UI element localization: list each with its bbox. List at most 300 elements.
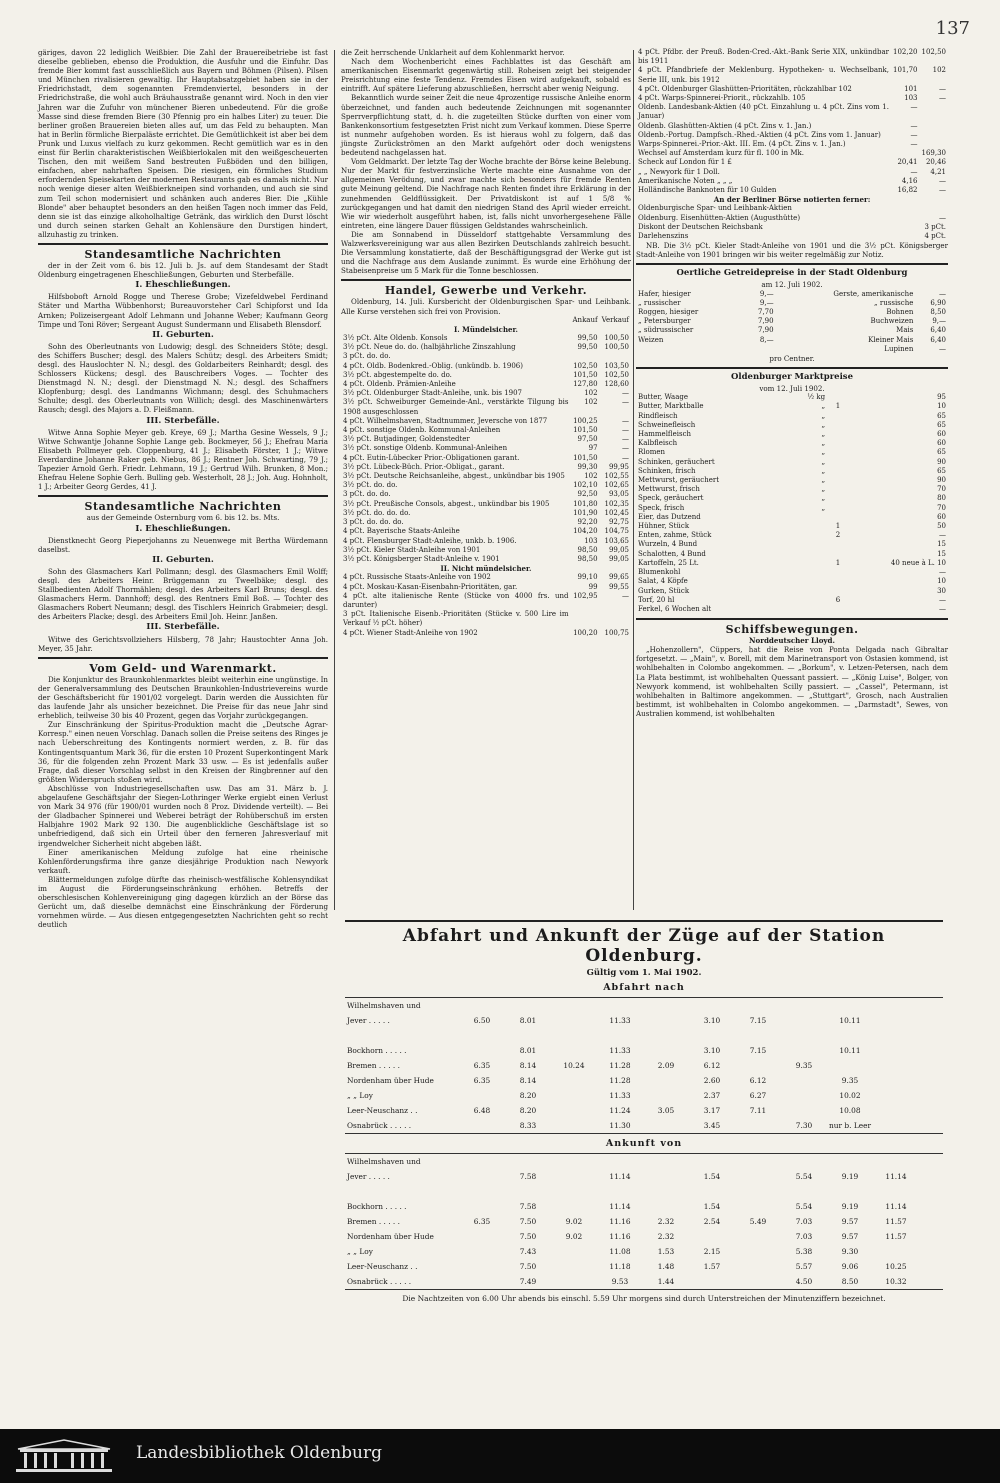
table-cell: 101,80 [573, 499, 598, 508]
table-cell: — [910, 167, 918, 176]
train-time: 8.14 [519, 1061, 537, 1070]
table-cell: 90 [937, 457, 946, 466]
table-header: Verkauf [601, 315, 629, 324]
table-row [341, 610, 631, 628]
station-label: Bockhorn . . . . . [347, 1202, 407, 1211]
schedule-row [345, 1043, 943, 1058]
train-time: 7.03 [795, 1217, 813, 1226]
table-cell: Kleiner Mais [868, 335, 914, 344]
train-time: 1.54 [703, 1202, 721, 1211]
table-cell [827, 568, 842, 577]
table-cell: 4 pCt. Flensburger Stadt-Anleihe, unkb. b. 1906. [343, 536, 517, 545]
table-cell: 100,50 [604, 343, 629, 352]
table-cell [827, 467, 842, 476]
train-time: 1.54 [703, 1172, 721, 1181]
grain-table [636, 290, 948, 354]
marriages-text: Hilfsboboft Arnold Rogge und Therese Grobe; Vizefeldwebel Ferdinand Stäter und Martha Wübbenhorst; Bureauvorsteher Carl Schipforst und Ida Arnken; Polizeisergeant Adolf Lehmann und Johanne Weber; Kaufmann Georg Timpe und Toni Röver; Sergeant August Sundermann und Elisabeth Blensdorf. [38, 292, 328, 329]
train-time: 10.11 [839, 1046, 861, 1055]
births-text: Sohn des Glasmachers Karl Pollmann; desgl. des Glasmachers Emil Wolff; desgl. des Arbeiters Heinr. Brüggemann zu Tweelbäke; desgl. des Stallbedienten Adolf Thormählen; desgl. des Arbeiters Karl Bruns; desgl. des Glasmachers Herm. Dannhoff; desgl. des Rentners Emil Boß. — Tochter des Glasmachers Robert Neumann; desgl. des Tischlers Heinrich Grabmeier; desgl. des Arbeiters Placke; desgl. des Arbeiters Emil Joh. Heinr. Janßen. [38, 566, 328, 622]
table-row [636, 485, 948, 494]
market-table [636, 393, 948, 614]
table-row [636, 140, 948, 149]
table-cell: 10 [937, 402, 946, 411]
table-cell [788, 522, 827, 531]
train-time: 1.53 [657, 1247, 675, 1256]
arrival-grid [345, 1153, 943, 1290]
table-cell [827, 448, 842, 457]
table-cell: 20,46 [925, 158, 946, 167]
train-time: 11.24 [609, 1106, 631, 1115]
table-cell: 101,50 [573, 426, 598, 435]
train-time: 10.02 [839, 1091, 861, 1100]
section-date: am 12. Juli 1902. [761, 280, 823, 290]
schedule-row [345, 1013, 943, 1028]
table-cell [827, 577, 842, 586]
table-cell: Torf, 20 hl [638, 595, 675, 604]
table-cell: 102 [584, 472, 598, 481]
table-cell: Kalbfleisch [638, 439, 678, 448]
table-cell: 99,10 [577, 573, 598, 582]
schedule-row [345, 1214, 943, 1229]
table-cell: 102,95 [573, 591, 598, 600]
table-cell: 99,65 [608, 573, 629, 582]
table-row [341, 490, 631, 499]
station-label: „ „ Loy [347, 1247, 373, 1256]
schedule-row [345, 1073, 943, 1088]
table-cell: 4 pCt. Pfdbr. der Preuß. Boden-Cred.-Akt.-Bank Serie XIX, unkündbar bis 1911 [638, 48, 889, 66]
table-cell: 92,50 [577, 490, 598, 499]
table-cell: 3½ pCt. Alte Oldenb. Konsols [343, 334, 448, 343]
station-label: Wilhelmshaven und [347, 1157, 421, 1166]
table-row [636, 168, 948, 177]
table-cell: — [939, 94, 946, 103]
table-row [636, 559, 948, 568]
train-time: 7.03 [795, 1232, 813, 1241]
schedule-row [345, 1154, 943, 1169]
table-cell: Hühner, Stück [638, 522, 690, 531]
column-middle [341, 48, 631, 638]
table-cell: 3½ pCt. Königsberger Stadt-Anleihe v. 1901 [343, 554, 500, 563]
train-time: 5.54 [795, 1202, 813, 1211]
table-cell: 50 [937, 522, 946, 531]
schedule-row [345, 1058, 943, 1073]
table-cell: 7,70 [757, 307, 774, 316]
train-time: 7.50 [519, 1232, 537, 1241]
train-time: 5.49 [749, 1217, 767, 1226]
table-cell: 102,20 [893, 48, 918, 56]
table-cell [920, 131, 949, 140]
subheading: I. Eheschließungen. [135, 280, 231, 291]
train-time: 3.45 [703, 1121, 721, 1130]
library-building-icon [14, 1439, 114, 1473]
table-cell: 4 pCt. Oldenb. Prämien-Anleihe [343, 380, 456, 389]
subheading: III. Sterbefälle. [146, 622, 220, 633]
table-cell: 4,16 [901, 176, 918, 185]
table-cell: 98,50 [577, 545, 598, 554]
table-cell [788, 568, 827, 577]
table-cell: — [910, 103, 918, 112]
table-cell: 3½ pCt. Oldenburger Stadt-Anleihe, unk. bis 1907 [343, 389, 522, 398]
divider [345, 920, 943, 922]
train-time: 9.06 [841, 1262, 859, 1271]
table-cell: Butter, Waage [638, 393, 689, 402]
table-footnote: pro Centner. [769, 353, 815, 363]
column-rule [633, 50, 634, 910]
table-cell: 3½ pCt. Schweiburger Gemeinde-Anl., verstärkte Tilgung bis 1908 ausgeschlossen [343, 398, 569, 416]
schedule-footnote: Die Nachtzeiten von 6.00 Uhr abends bis einschl. 5.59 Uhr morgens sind durch Unterstreichen der Minutenziffern bezeichnet. [402, 1294, 886, 1303]
table-cell: 103 [584, 536, 598, 545]
table-cell [571, 352, 600, 361]
table-cell: Mettwurst, geräuchert [638, 476, 720, 485]
deaths-text: Witwe des Gerichtsvollziehers Hilsberg, 78 Jahr; Haustochter Anna Joh. Meyer, 35 Jahr. [38, 634, 328, 653]
table-cell: „ [821, 494, 826, 503]
table-cell: 60 [937, 439, 946, 448]
table-cell: 99,95 [608, 462, 629, 471]
table-row [341, 546, 631, 555]
table-cell [788, 513, 827, 522]
train-time: 9.35 [795, 1061, 813, 1070]
table-cell: 127,80 [573, 380, 598, 389]
table-cell: 4 pCt. Oldenburger Glashütten-Prioritäten, rückzahlbar 102 [638, 84, 852, 93]
table-cell: 9,— [759, 289, 774, 298]
section-intro: aus der Gemeinde Osternburg vom 6. bis 12. bs. Mts. [86, 513, 280, 523]
train-time: 1.44 [657, 1277, 675, 1286]
table-cell [600, 610, 631, 628]
table-cell: Schinken, geräuchert [638, 457, 715, 466]
table-cell [920, 122, 949, 131]
train-time: 5.57 [795, 1262, 813, 1271]
station-label: Bremen . . . . . [347, 1061, 400, 1070]
table-row [341, 371, 631, 380]
article-text: Bekanntlich wurde seiner Zeit die neue 4prozentige russische Anleihe enorm überzeichnet, und fanden auch bedeutende Zeichnungen mit sogenannter Sperrverpflichtung statt, d. h. die zugeteilten Stücke durften von einer vom Bankenkonsortium festgesetzten Frist nicht zum Verkauf kommen. Diese Sperre ist nunmehr aufgehoben worden. Es ist hieraus wohl zu folgern, daß das jüngste Zurückströmen an den Markt aufgehört oder doch wenigstens bedeutend nachgelassen hat. [341, 93, 631, 158]
table-cell: 7,90 [757, 326, 774, 335]
table-cell: — [939, 186, 946, 195]
table-cell: — [622, 389, 629, 398]
table-cell: 102,35 [604, 499, 629, 508]
table-row [636, 605, 948, 614]
table-cell: 3½ pCt. do. do. do. [343, 508, 411, 517]
table-cell: — [622, 426, 629, 435]
table-row [341, 537, 631, 546]
table-header [341, 316, 571, 325]
table-cell: — [622, 453, 629, 462]
article-text: Vom Geldmarkt. Der letzte Tag der Woche brachte der Börse keine Belebung. Nur der Markt für festverzinsliche Werte machte eine Ausnahme von der allgemeinen Verödung, und zwar machte sich besonders für fremde Renten gute Meinung geltend. Die Nachfrage nach Renten findet ihre Erklärung in der zunehmenden Geldflüssigkeit. Der Privatdiskont ist auf 1 5/8 % zurückgegangen und hat damit den niedrigen Stand des April wieder erreicht. Wie wir wiederholt ausgeführt haben, ist, falls nicht unvorhergesehene Fälle eintreten, eine längere Dauer flüssigen Geldstandes wahrscheinlich. [341, 157, 631, 230]
train-time: 7.58 [519, 1202, 537, 1211]
price-table [636, 204, 948, 241]
column-rule [334, 50, 335, 910]
table-cell: 4 pCt. alte italienische Rente (Stücke von 4000 frs. und darunter) [343, 591, 569, 609]
divider [636, 618, 948, 620]
table-row [341, 518, 631, 527]
table-cell [788, 605, 827, 614]
table-row [341, 435, 631, 444]
train-time: 11.28 [609, 1076, 631, 1085]
table-row [636, 122, 948, 131]
table-row [636, 458, 948, 467]
table-subheading: I. Mündelsicher. [454, 324, 518, 334]
table-cell: Kartoffeln, 25 Lt. [638, 558, 699, 567]
divider [38, 243, 328, 245]
train-time: 3.05 [657, 1106, 675, 1115]
table-cell: 40 neue à L. 10 [890, 558, 946, 567]
library-footer [0, 1429, 1000, 1483]
table-cell: 100,25 [573, 416, 598, 425]
table-cell: 104,20 [573, 527, 598, 536]
table-cell: Hammelfleisch [638, 430, 692, 439]
table-cell: 3 pCt. do. do. [343, 352, 391, 361]
station-label: Wilhelmshaven und [347, 1001, 421, 1010]
train-time: 11.30 [609, 1121, 631, 1130]
table-cell: Salat, 4 Köpfe [638, 577, 688, 586]
column-right [636, 48, 948, 718]
table-cell: 101,70 [893, 66, 918, 75]
table-cell [788, 596, 827, 605]
schedule-row [345, 998, 943, 1013]
section-title: Standesamtliche Nachrichten [84, 247, 282, 261]
train-time: 2.54 [703, 1217, 721, 1226]
table-cell: 101,90 [573, 508, 598, 517]
table-cell: Wechsel auf Amsterdam kurz für fl. 100 in Mk. [638, 149, 804, 158]
table-cell: Buchweizen [870, 317, 914, 326]
train-time: 4.50 [795, 1277, 813, 1286]
section-title: Oertliche Getreidepreise in der Stadt Oldenburg [676, 268, 908, 279]
train-time: 8.33 [519, 1121, 537, 1130]
table-cell: 3½ pCt. abgestempelte do. do. [343, 370, 452, 379]
station-label: Osnabrück . . . . . [347, 1121, 412, 1130]
table-cell [788, 577, 827, 586]
table-cell: „ [821, 466, 826, 475]
table-cell: Rindfleisch [638, 411, 678, 420]
table-cell: Schinken, frisch [638, 466, 696, 475]
table-row [636, 402, 948, 411]
table-cell [788, 550, 827, 559]
train-time: 9.19 [841, 1172, 859, 1181]
train-time: 6.50 [473, 1016, 491, 1025]
table-cell [743, 345, 776, 354]
train-time: 7.30 [795, 1121, 813, 1130]
table-cell: 102,55 [604, 472, 629, 481]
station-label: Bockhorn . . . . . [347, 1046, 407, 1055]
table-cell [827, 393, 842, 402]
table-row [636, 430, 948, 439]
table-cell: — [622, 444, 629, 453]
table-row [636, 345, 948, 354]
train-time: 9.35 [841, 1076, 859, 1085]
marriages-text: Dienstknecht Georg Pieperjohanns zu Neuenwege mit Bertha Würdemann daselbst. [38, 535, 328, 554]
table-row [341, 463, 631, 472]
schedule-row [345, 1274, 943, 1289]
table-row [636, 131, 948, 140]
train-time: 8.01 [519, 1016, 537, 1025]
table-cell: 102,50 [921, 48, 946, 56]
table-cell: 65 [937, 448, 946, 457]
table-cell: 3 pCt. do. do. do. [343, 518, 404, 527]
table-cell: — [939, 176, 946, 185]
table-row [636, 531, 948, 540]
section-title: Handel, Gewerbe und Verkehr. [384, 284, 588, 298]
train-time: 8.01 [519, 1046, 537, 1055]
table-cell: 15 [937, 549, 946, 558]
train-time: 1.48 [657, 1262, 675, 1271]
table-cell: — [939, 531, 946, 540]
station-label: Bremen . . . . . [347, 1217, 400, 1226]
table-row [341, 417, 631, 426]
table-cell: 104,75 [604, 527, 629, 536]
table-row [636, 85, 948, 94]
table-cell: — [939, 213, 946, 222]
schedule-row [345, 1244, 943, 1259]
train-time: 6.12 [703, 1061, 721, 1070]
table-cell [827, 587, 842, 596]
table-cell: 9,— [932, 317, 946, 326]
market-text: Zur Einschränkung der Spiritus-Produktion macht die „Deutsche Agrar-Korresp." einen neuen Vorschlag. Danach sollen die Preise seitens des Ringes je nach Ueberschreitung des Kontingents normiert werden, z. B. für das Kontingentsquantum Mark 36, für die ersten 10 Prozent Superkontingent Mark 36, für die folgenden zehn Prozent Mark 33 usw. — Es ist jedenfalls außer Frage, daß dieser Vorschlag selbst in den Kreisen der Ringbrenner auf den größten Widerspruch stoßen wird. [38, 720, 328, 784]
table-cell: 92,20 [577, 518, 598, 527]
schedule-row [345, 1184, 943, 1199]
train-time: 2.15 [703, 1247, 721, 1256]
table-cell: 98,50 [577, 554, 598, 563]
table-cell: 103,50 [604, 361, 629, 370]
table-cell [827, 421, 842, 430]
table-row [636, 439, 948, 448]
deaths-text: Witwe Anna Sophie Meyer geb. Kreye, 69 J.; Martha Gesine Wessels, 9 J.; Witwe Schwantje Johanne Sophie Lange geb. Bockmeyer, 56 J.; Ehefrau Maria Elisabeth Pollmeyer geb. Cloppenburg, 41 J.; Elisabeth Förster, 1 J.; Witwe Everdardine Johanne Raker geb. Niebus, 86 J.; Rentner Joh. Schwarting, 79 J.; Tapezier Arnold Gerh. Friedr. Lehmann, 19 J.; Gertrud Wilh. Brunken, 8 Mon.; Ehefrau Helene Sophie Gerh. Bulling geb. Westerholt, 28 J.; Joh. Aug. Hohnholt, 1 J.; Arbeiter Georg Gerdes, 41 J. [38, 427, 328, 492]
table-cell [788, 540, 827, 549]
table-cell: Butter, Marktballe [638, 402, 704, 411]
table-row [341, 426, 631, 435]
table-cell: Ferkel, 6 Wochen alt [638, 604, 712, 613]
train-time: 10.24 [563, 1061, 585, 1070]
train-time: 3.10 [703, 1046, 721, 1055]
train-schedule [345, 916, 943, 1303]
train-time: 11.18 [609, 1262, 631, 1271]
table-cell: 4,21 [930, 167, 946, 176]
table-row [636, 48, 948, 66]
table-cell: 92,75 [608, 518, 629, 527]
table-cell [788, 559, 827, 568]
train-time: nur b. Leer [828, 1121, 872, 1130]
table-cell: 6 [835, 595, 841, 604]
train-time: 7.50 [519, 1217, 537, 1226]
table-cell: 128,60 [604, 380, 629, 389]
market-text: Die Konjunktur des Braunkohlenmarktes bleibt weiterhin eine ungünstige. In der Generalversammlung des Deutschen Braunkohlen-Industrievereins wurde der Geschäftsbericht für 1901/02 vorgelegt. Darin werden die Aussichten für das laufende Jahr als unsicher bezeichnet. Die Preise für das neue Jahr sind erheblich, teilweise 30 bis 40 Prozent, gegen das Vorjahr zurückgegangen. [38, 674, 328, 721]
train-time: 7.49 [519, 1277, 537, 1286]
table-cell: Scheck auf London für 1 £ [638, 158, 732, 167]
article-text: Die am Sonnabend in Düsseldorf stattgehabte Versammlung des Walzwerksvereinigung war aus allen Bezirken Deutschlands zahlreich besucht. Die Versammlung konstatierte, daß der Beschäftigungsgrad der Werke gut ist und die Nachfrage aus dem Auslande zunimmt. Es wurde eine Erhöhung der Stabeisenpreise um 5 Mark für die Tonne beschlossen. [341, 229, 631, 276]
train-time: 10.08 [839, 1106, 861, 1115]
table-cell: Holländische Banknoten für 10 Gulden [638, 186, 777, 195]
schedule-title: Abfahrt und Ankunft der Züge auf der Station Oldenburg. [402, 926, 886, 966]
table-cell: 102,50 [604, 370, 629, 379]
table-cell: — [622, 398, 629, 407]
table-cell: 3 pCt. do. do. [343, 490, 391, 499]
table-cell: Warps-Spinnerei.-Prior.-Akt. III. Em. (4 pCt. Zins v. 1. Jan.) [638, 140, 846, 149]
table-cell: 4 pCt. Warps-Spinnerei-Priorit., rückzahlb. 105 [638, 94, 806, 103]
table-cell [906, 204, 948, 213]
table-row [341, 334, 631, 343]
table-cell [827, 439, 842, 448]
section-intro: der in der Zeit vom 6. bis 12. Juli b. Js. auf dem Standesamt der Stadt Oldenburg eingetragenen Eheschließungen, Geburten und Sterbefälle. [38, 261, 328, 280]
table-cell: — [910, 140, 918, 149]
table-cell: — [910, 130, 918, 139]
table-cell: „ [821, 503, 826, 512]
table-row [636, 308, 948, 317]
table-row [341, 362, 631, 371]
market-text: Einer amerikanischen Meldung zufolge hat eine rheinische Kohlenförderungsfirma ihre ganze diesjährige Produktion nach Newyork verkauft. [38, 847, 328, 875]
train-time: 7.15 [749, 1016, 767, 1025]
table-cell: „ [821, 411, 826, 420]
train-time: 6.27 [749, 1091, 767, 1100]
table-row [636, 158, 948, 167]
table-row [636, 494, 948, 503]
table-cell: Oldenb. Glashütten-Aktien (4 pCt. Zins v. 1. Jan.) [638, 121, 812, 130]
table-cell: 3½ pCt. do. do. [343, 481, 398, 490]
station-label: „ „ Loy [347, 1091, 373, 1100]
schedule-row [345, 1199, 943, 1214]
departure-title: Abfahrt nach [603, 982, 685, 993]
table-cell: 97,50 [577, 435, 598, 444]
station-label: Jever . . . . . [347, 1172, 390, 1181]
table-cell: — [939, 604, 946, 613]
table-cell: „ [821, 430, 826, 439]
table-cell: 102,10 [573, 481, 598, 490]
table-cell: 3½ pCt. Neue do. do. (halbjährliche Zinszahlung [343, 343, 516, 352]
departure-grid [345, 997, 943, 1134]
train-time: 9.53 [611, 1277, 629, 1286]
table-cell: 103 [904, 94, 918, 103]
table-cell [600, 352, 631, 361]
table-row [341, 481, 631, 490]
table-cell: 3½ pCt. Preußische Consols, abgest., unkündbar bis 1905 [343, 499, 550, 508]
table-cell: Wurzeln, 4 Bund [638, 540, 698, 549]
train-time: 8.14 [519, 1076, 537, 1085]
table-cell: Oldenburg. Eisenhütten-Aktien (Augusthütte) [638, 213, 801, 222]
table-cell: 4 pCt. Pfandbriefe der Meklenburg. Hypotheken- u. Wechselbank, Serie III, unk. bis 1912 [638, 66, 889, 84]
table-cell: 3½ pCt. Deutsche Reichsanleihe, abgest., unkündbar bis 1905 [343, 472, 565, 481]
table-row [636, 103, 948, 121]
table-cell: 4 pCt. Eutin-Lübecker Prior.-Obligationen garant. [343, 453, 520, 462]
table-cell: 1 [835, 522, 841, 531]
column-left [38, 48, 328, 929]
table-cell: 90 [937, 476, 946, 485]
table-row [341, 573, 631, 582]
table-cell [827, 412, 842, 421]
table-cell: 3½ pCt. Kieler Stadt-Anleihe von 1901 [343, 545, 481, 554]
schedule-row [345, 1169, 943, 1184]
train-time: 11.33 [609, 1091, 631, 1100]
train-time: 7.15 [749, 1046, 767, 1055]
table-cell: Diskont der Deutschen Reichsbank [638, 222, 763, 231]
table-cell: Schalotten, 4 Bund [638, 549, 706, 558]
table-cell: 100,75 [604, 628, 629, 637]
train-time: 11.14 [885, 1172, 907, 1181]
births-text: Sohn des Oberleutnants von Ludowig; desgl. des Schneiders Stöte; desgl. des Schiffers Buscher; desgl. des Malers Schütz; desgl. des Arbeiters Smidt; desgl. des Hauslochter N. N.; desgl. des Goldarbeiters Reinhardt; desgl. des Schlossers Kückens; desgl. des Bauschreibers Voges. — Tochter des Dienstmagd N. N.; desgl. der Dienstmagd N. N.; desgl. des Schaffners Klopfenburg; desgl. des Landmanns Wichmann; desgl. des Schuhmachers Schulte; desgl. des Oberleutnants von Willich; desgl. des Maschinenwärters Rausch; desgl. des Majors a. D. Fleißmann. [38, 341, 328, 415]
table-cell: 80 [937, 494, 946, 503]
table-row [636, 540, 948, 549]
table-cell: Speck, frisch [638, 503, 685, 512]
train-time: 9.30 [841, 1247, 859, 1256]
table-cell: Schweinefleisch [638, 420, 696, 429]
train-time: 6.12 [749, 1076, 767, 1085]
table-cell: 4 pCt. Oldb. Bodenkred.-Oblig. (unkündb. b. 1906) [343, 361, 523, 370]
table-cell: 101,50 [573, 453, 598, 462]
table-row [636, 587, 948, 596]
table-cell [920, 140, 949, 149]
table-cell: 60 [937, 430, 946, 439]
table-cell: Bohnen [886, 307, 914, 316]
schedule-valid: Gültig vom 1. Mai 1902. [586, 968, 702, 978]
station-label: Nordenham über Hude [347, 1076, 434, 1085]
train-time: 1.57 [703, 1262, 721, 1271]
table-cell: 65 [937, 420, 946, 429]
